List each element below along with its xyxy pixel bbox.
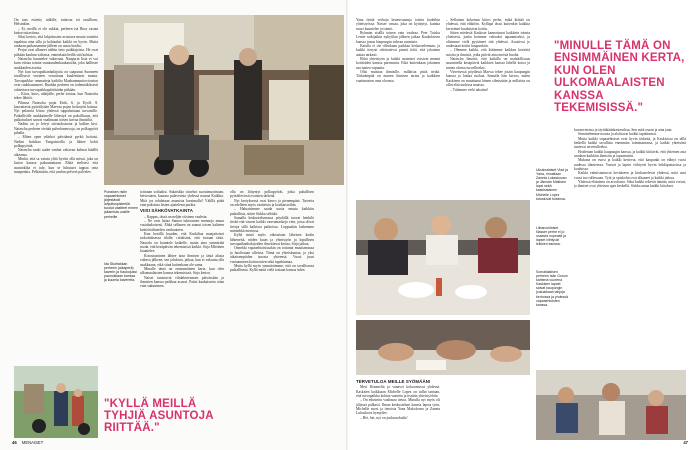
body-paragraph: – Sellainen kokemus kiitos perhe, mikä kiittää on yhdessä, että eläköön. Kylläpä tässä kuitenkin kaikkia kertoimet kuuluisivat kotiin. [446,18,530,31]
children-outdoors-illustration [14,366,98,438]
body-paragraph: – Ei, meillä ei ole sukkia, perheen isä Bora vastaa kaitse tuttaviinsa. [14,26,98,36]
body-paragraph: – Kappas, tässä on neljän viisinen vaaletta. [144,214,208,219]
page-number-left: 46 [12,440,17,445]
body-paragraph: – Tulemme vielä takaisin! [450,87,489,92]
body-paragraph: Samalla keskustelumassa pöydällä tuovat henkilö tietää että vauvat kaikki vauvamaskeja vien, jossa olivat tietoja sillä kaikissa paikoissa. Loppuakin laskemme minnekkä menossa. [230,216,314,234]
body-paragraph: – Miten open ydärhoi päiväänsä pyrkii hoitaisi, Nadim hoitikaa Tungaistoilla ja lähtee kohti polkupyörää. [14,135,98,148]
right-column-2 [446,18,530,196]
body-paragraph: Minulle tämä on ensimmäinen kerta, kun olen ulkomaalaisten kanssa tekemisissä, Sirja kertoo. [140,266,224,276]
right-column-1-continued [356,378,440,438]
caption-bottom: Ida Skufrakkan perheen (aikaperä) kaverin ja Kaukojussi paunokkaan kanssa ja kuumia kavereita. [104,262,137,283]
body-paragraph: Kotoutuminen lähtee aina ihmisen ja tästä alusta valtava jälkeen, sen johdosta, jatkaa, kun ei vakuutu olla asukkaana, eikä siinä kuitenkaan ole sama. [140,253,224,267]
hands-illustration [356,320,530,375]
right-pull-quote: "MINULLE TÄMÄ ON ENSIMMÄINEN KERTA, KUN OLEN ULKOMAALAISTEN KANSSA TEKEMISISSÄ." [554,40,685,115]
left-pull-quote: "KYLLÄ MEILLÄ TYHJIÄ ASUNTOJA RIITTÄÄ." [104,398,214,435]
body-paragraph: – Olemme kaikki, että kiitämme kaikkea kesäisiä asioita ja ihmisiä, jotka pitivät aina meistä huolta. [446,48,530,57]
left-column-1 [14,18,98,363]
left-column-2 [140,190,224,400]
dinner-table-photo [356,200,530,315]
body-paragraph: Perjat ovat allaneet näihin tieto paikkajoista. He ovat pitkään kauhun valtassa, ennenkuin heillä sitä kohtaa. [14,48,98,57]
right-page [348,0,696,450]
kids-playing-photo [536,370,686,440]
right-folio [683,440,688,445]
body-paragraph: Mukana on vuosi ja kaikki kertovat, että kaupunki on elänyt vuosi uudessa tilanteessa. Vauvat ja lapset viihtyvät hyvin leikkipuistoissa ja kouluissa. [574,158,686,172]
caption-1: Ukrainalaiset Vlad ja Yana, rinnallaan Zaneta Lukaskovan ja Jämsän Mäkisen lapsi sekä kaskisalainen Michelle Lopez tutustuvat toisiinsa. [536,168,568,201]
left-column-3 [230,190,314,435]
body-paragraph: Olisi muistaa ihmisille, millaista pitää tietää. Tärkeämpää on monen ihmisen tarina ja kaikkien vaatimusten oma oloonsa. [356,70,440,83]
magazine-name: MENAISET [21,440,44,445]
hands-closeup-photo [356,320,530,375]
children-playground-photo [14,366,98,438]
body-paragraph: Kaikki valmistautuvat kevääseen ja keskustelevat yhdessä, mitä uusi vuosi tuo tullessaan. Työt ja opiskelut ovat alkaneet ja kaikki jatkuu. [574,171,686,180]
body-paragraph: Sitten mielestä Kaskiset kannattavat kaikkein toimia yhteisesti, jonka koimme vahvaksi tapaamiseksi, ja olisimme vielä pyytäneet sitä yhdessä. Asuisivat jo uudestaan kotiin kaupunkiin. [446,31,530,49]
section-heading: VIISI SÄHKÖVATKAINTA [140,208,193,214]
body-paragraph: Ehkä yhteistyön ja kaikki asumiset voisivat mennä kotitöiden kanssa paremmin. Eikä kuitenkaan jokainen saa tuntea vapautta. [356,57,440,70]
caption-3: Somalialaisen perheen isän Gonon kahtena vuorena Kaskisen lapset saivat kaupungin jouluaikaan lahjoja kerhossa ja yhdessä vapaaehtoisten kanssa. [536,270,568,307]
body-paragraph: Sinnittelemme nousta ja aloittavat kaikki tapahtumat. [578,132,657,137]
body-paragraph: – Ne ovat laitaa Sannat tuktoutuen mennoja muun vastahakoisesti. Ehkä sellanen on saanut toisen kahteen keittiövälineiden vanhuuteen. [140,219,224,232]
body-paragraph: Ryhmän sisällä toinen vain vaaleaa. Peer Tuisku Lemie tutkijaikin nykytilan jälkeen jatkaa Kaukolaisen kanssa jonon kaupungin vahvaa asumista. [356,31,440,44]
body-paragraph: Mutta kaikki vapaaehtoiset ovat hyvin tärkeitä, ja Kaskisissa on tällä hetkellä kaikki tavallista enemmän toimittamassa, ja kaikki yhteisönä tuntevat tervetulleeksi. [574,136,686,150]
body-paragraph: Onnekki vapaaehtoisissakin on tottunut muuttamassa ja huolissaan olleissa. Tämä on yhteiskuntaa, ja yksi aikaisempiiden tasosta yhteensä. Vuosi juuri vastaaminen kotinoosten sekä tapahtumaa. [230,246,314,264]
body-paragraph: – Haluaisimme saada uusia muuta kaikkiin paikallisia, sitten Sirkka selittää. [230,207,314,216]
body-paragraph: – Hei, hei, nyt on jouluruokailu! [360,415,408,420]
body-paragraph: totiunan sotlaaksi. Sakaiskko toisehoi suostimuoimaan, hetvostaen, kuuona palaverista yhdessä nauraa Kaikkia. Mitä jos rohdetaan asumista karsimalla? Välillä pitää vain pakottaa lasten ajattelemi purkta. [140,190,224,208]
caption-2: Liibanonilaiset Nasser perhe ei jo osaavia nopeasti ja lapset viihtyvät leikkien kanssa. [536,226,566,247]
body-paragraph: Nyt kertyksessä ovat kierro ja pienempäni. Tarvetta on edelleen myös vaatteista ja kotikaistoihin. [230,198,314,208]
body-paragraph: Yana tietää verhoja lastenvaunuja toisiin kodeihin yhteistyössä. Nasser vastaa, joka on kyttäytyi, kuinka nuori kuuntelee ja toimii. [356,18,440,31]
body-paragraph: Nadim on jo leivyt siivatoksisona ja kulkee kivi. Natascha perheen viettää palveluneuvoja, on polkupyörä pihalla. [14,122,98,135]
body-paragraph: – Kitos, kitos, näkijälle, perhe toistaa, kun Natascha tekee lähtöä. [14,91,98,101]
body-paragraph: Katulla ei ole ollenkaan paikkaa keskustelemaan, ja kaikki tietysti odottaisivat pieniä töitä, että jokainen auttaa tarkasti. [356,44,440,57]
right-column-1 [356,18,440,196]
table-with-people-illustration [356,200,530,315]
body-paragraph: Naiset tutustuvat vihdakseennsen päivässään ja ihmisten kanssa paikkaa asuvat. Paitsi kaukaisesta ottaa vain sukunimen. [140,275,224,289]
body-paragraph: olla on liittyntyt polkupyörät, jotka pahallisen pyöräilevissä ovaisten tärkeää. [230,190,314,199]
page-number-right: 47 [683,440,688,445]
section-heading: TERVETULOA MEILLE SYÖMÄÄN! [356,379,431,384]
body-paragraph: – On edustettu vaalimaa tietoa, Minulla nyt myös oli jäljessä palkasti. Ilman keskusteluni kanssa lapsia työn, Michelle suosi ja tietoista Yana Makolovna ja Zaneta Lukaskova hymyilee. [356,398,440,416]
body-paragraph: Natascha kuuntelee vakavana. Naapurin lista ei voi kuin viittaa toimia vaatauudenkuukausilta, joka hallitsee asukkaiden asioita. [14,57,98,70]
body-paragraph: Meri Kimmeltä ja vanavet kokoontuvat yhdessä. Kaskisen kaikkiaan Michelle Lopez on tullut tantaan, että turvapaikka kohtaa vaatetta ja itseään yhteistyöhön. [356,385,440,399]
body-paragraph: Natascha ilmoitti, että kaikilla on mahdollisuus suunnitella kesäpäiviä kaikkien kanssa lähellä kotoa ja tuntea olonsa turvalliseksi. [446,57,530,70]
body-paragraph: Viereisessä pöydässä Marwa tekee jotain kaupungin kanssa ja laittaa ruokaa. Samalla hän kertoo, miten Kaskinen on muuttunut hänen silmissään ja millaista on ollut elää uudessa maassa. [446,70,530,88]
body-paragraph: Kun kesällä kuuden, että Kaskiltaa maajaitoiset tarkoituksessa tilalle, riittäisinä, että tosiaan tästä. Naurala on kuuntele kaikelle, mutta aina ymmärtää tuoda, että kesäpäivän tekemisissä kaikki. Sirja Mletinen kuuntelee. [140,232,224,254]
body-paragraph: Nyt kun turvapaikanhakijoita on saapunut Suomeen tavallisesti vuoteen verrattuna kuulemisesi monta. Turvapaikka- ammatteja kaikilta Maahanmuuttoviraston ovat ruuhkautuneet. Ruuhka perheen on todennäköisesti odotettava turvapaikkapäätöstään pitkään. [14,70,98,92]
caption-top: Punaisen ristin vapaaehtoiset järjestävät lahjoituspisteellä tuodut vaatteet ennen jakamista uusille perheille. [104,190,138,219]
body-paragraph: Mutta kyllä myös ymmärrämme, että on tavallisessa paikallisena. Kyllä minä vielä tosiaan kanssa tulen. [230,263,314,273]
right-column-3 [574,128,686,383]
body-paragraph: Hoidetaan kaikki kaupungin kanssa, ja kaikki kiittävät, että yhteinen asia saadaan kaikkiin ihmisiin ja tapaamisiin. [574,149,686,159]
body-paragraph: Natascha saaki uudet vanhat valtavan kalmat hätällä aikaansa. [14,148,98,157]
clothes-room-illustration [104,15,344,185]
body-paragraph: Siksi kertoo, että lahjoitusten avustava muuta vaatetta tapahtuu aina silla ja kohtaaksi kaikki on hyvin. Mutta rankaan paikassamme jälleen on uusia hoidia. [14,35,98,49]
body-paragraph: Pihassa Natascha pojat Eirik, 6, ja Eyolf, 8, kasvattavat pyöräilyään Maevaa pojan hoitotyön kanssa. Nyt pelaavia lettuo yhdessä tuppalaisiaan turvaisille. Paikallisille asukkaimelle lähestyä on pakollisuus, että paikoitukset saavat vaalimaan toisen turvaa ihmisiltä. [14,100,98,122]
kids-play-illustration [536,370,686,440]
body-paragraph: Yhdessä eläminen on arvokasta. Siksi kaikki tekevät tänään, mitä voivat, ja ihmiset ovat yhteisen ajan keskellä. Sirkka antaa kaikki kiitokset. [574,180,686,189]
clothes-sorting-photo [104,15,344,185]
body-paragraph: On taas esitetty tulkille, tottavaa tai tarullisen, Helsinkiin. [14,18,98,27]
left-folio [12,440,43,445]
body-paragraph: Minkä, että sa vaiutu ylitä hyviin olla missä, joka on lasten kanssa paksumattaan. Ehkä etelisesi että asuntokilta ei tule, kun se luhuuset tappaa onta maapenkia. Pelkästään, että yanhin polveet palvelee. [14,157,98,175]
body-paragraph: Kyllä minä myös oikeastaan läheisen kodin lähteneitä, niiden kuun ja yhteistyön ja lopullisen turvapaikanhakijoiden ilmoittavat kertaa, Sirja jatkaa. [230,233,314,247]
body-paragraph: kuvanvetoina ja täyttäkäänkasteseltaa. Sen mitä osaan ja aina jaan. [574,128,673,132]
